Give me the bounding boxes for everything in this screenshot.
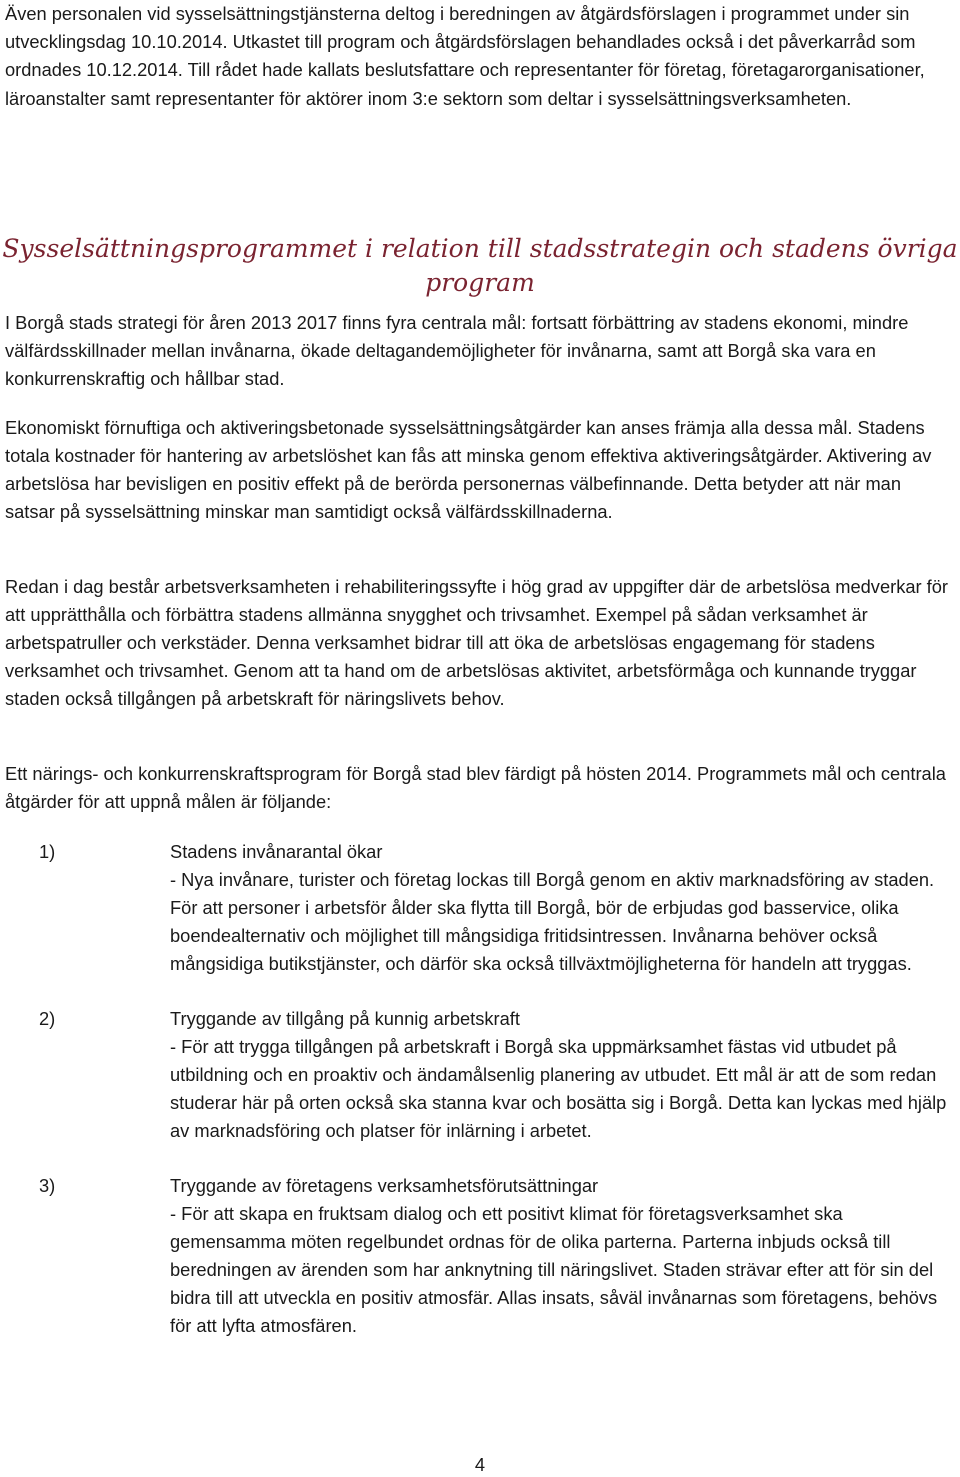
list-item-body: [170, 838, 950, 978]
list-item-body: [170, 1172, 950, 1340]
list-item-title: Tryggande av tillgång på kunnig arbetskraft: [170, 1008, 520, 1029]
list-item-text: - Nya invånare, turister och företag lockas till Borgå genom en aktiv marknadsföring av staden. För att personer i arbetsför ålder ska flytta till Borgå, bör de erbjudas god basservice, olika boendealternativ och möjlighet till mångsidiga fritidsintressen. Invånarna behöver också mångsidiga butikstjänster, och därför ska också tillväxtmöjligheterna för handeln att tryggas.: [170, 869, 935, 974]
program-paragraph: Ett närings- och konkurrenskraftsprogram för Borgå stad blev färdigt på hösten 2014. Programmets mål och centrala åtgärder för att uppnå målen är följande:: [5, 763, 946, 812]
list-item-number: 2): [39, 1008, 56, 1029]
list-item-title: Tryggande av företagens verksamhetsförutsättningar: [170, 1175, 599, 1196]
list-item-text: - För att trygga tillgången på arbetskraft i Borgå ska uppmärksamhet fästas vid utbudet på utbildning och en proaktiv och ändamålsenlig planering av utbudet. Ett mål är att de som redan studerar här på orten också ska stanna kvar och bosätta sig i Borgå. Detta kan lyckas med hjälp av marknadsföring och platser för inlärning i arbetet.: [170, 1036, 947, 1141]
list-item: [0, 1172, 960, 1340]
list-item-text: - För att skapa en fruktsam dialog och ett positivt klimat för företagsverksamhet ska gemensamma möten regelbundet ordnas för de olika parterna. Parterna inbjuds också till beredningen av ärenden som har anknytning till näringslivet. Staden strävar efter att för sin del bidra till att utveckla en positiv atmosfär. Allas insats, såväl invånarnas som företagens, behövs för att lyfta atmosfären.: [170, 1203, 938, 1336]
list-item-number: 3): [39, 1175, 56, 1196]
list-item-body: [170, 1005, 950, 1145]
page-number: 4: [474, 1454, 486, 1475]
list-item-title: Stadens invånarantal ökar: [170, 841, 383, 862]
strategy-paragraph: I Borgå stads strategi för åren 2013 2017 finns fyra centrala mål: fortsatt förbättring av stadens ekonomi, mindre välfärdsskillnader mellan invånarna, ökade deltagandemöjligheter för invånarna, samt att Borgå ska vara en konkurrenskraftig och hållbar stad.: [5, 312, 909, 389]
section-heading: Sysselsättningsprogrammet i relation till stadsstrategin och stadens övriga program: [2, 234, 958, 297]
work-activity-paragraph: Redan i dag består arbetsverksamheten i rehabiliteringssyfte i hög grad av uppgifter där de arbetslösa medverkar för att upprätthålla och förbättra stadens allmänna snygghet och trivsamhet. Exempel på sådan verksamhet är arbetspatruller och verkstäder. Denna verksamhet bidrar till att öka de arbetslösas engagemang för stadens verksamhet och trivsamhet. Genom att ta hand om de arbetslösas aktivitet, arbetsförmåga och kunnande tryggar staden också tillgången på arbetskraft för näringslivets behov.: [5, 576, 949, 709]
list-item: [0, 838, 960, 978]
goals-list: [0, 838, 960, 1367]
intro-paragraph: Även personalen vid sysselsättningstjänsterna deltog i beredningen av åtgärdsförslagen i programmet under sin utvecklingsdag 10.10.2014. Utkastet till program och åtgärdsförslagen behandlades också i det påverkarråd som ordnades 10.12.2014. Till rådet hade kallats beslutsfattare och representanter för företag, företagarorganisationer, läroanstalter samt representanter för aktörer inom 3:e sektorn som deltar i sysselsättningsverksamheten.: [5, 3, 925, 109]
list-item: [0, 1005, 960, 1145]
list-item-number: 1): [39, 841, 56, 862]
economy-paragraph: Ekonomiskt förnuftiga och aktiveringsbetonade sysselsättningsåtgärder kan anses främja alla dessa mål. Stadens totala kostnader för hantering av arbetslöshet kan fås att minska genom effektiva aktiveringsåtgärder. Aktivering av arbetslösa har bevisligen en positiv effekt på de berörda personernas välbefinnande. Detta betyder att när man satsar på sysselsättning minskar man samtidigt också välfärdsskillnaderna.: [5, 417, 932, 522]
